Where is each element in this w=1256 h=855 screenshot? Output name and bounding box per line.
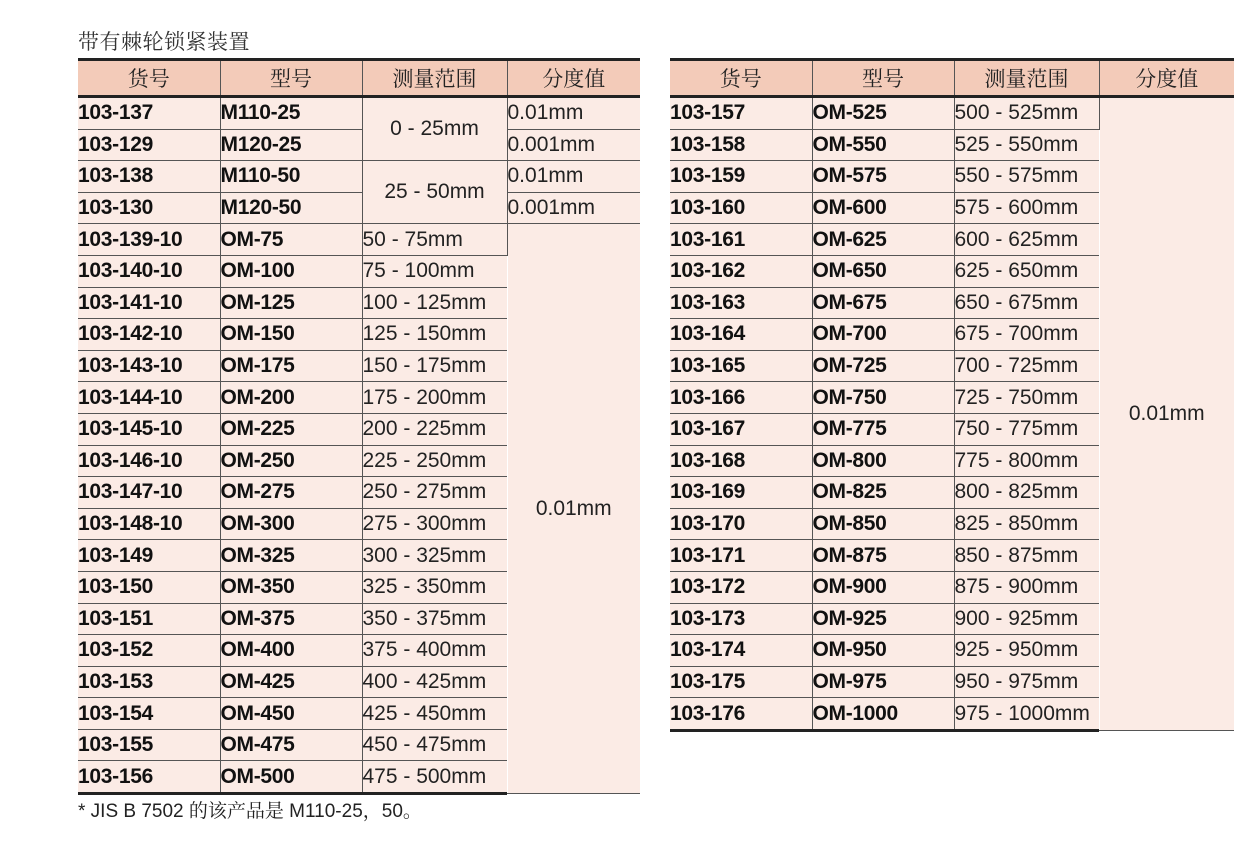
model-number: OM-650 [812, 255, 954, 287]
model-number: OM-350 [220, 571, 362, 603]
model-number: OM-950 [812, 635, 954, 667]
product-code: 103-137 [78, 97, 220, 130]
product-code: 103-150 [78, 571, 220, 603]
model-number: M120-25 [220, 129, 362, 161]
measuring-range: 300 - 325mm [362, 540, 507, 572]
right-spec-table [670, 58, 1234, 732]
header-range: 测量范围 [362, 60, 507, 97]
measuring-range: 600 - 625mm [954, 224, 1099, 256]
measuring-range: 525 - 550mm [954, 129, 1099, 161]
product-code: 103-148-10 [78, 508, 220, 540]
model-number: OM-150 [220, 319, 362, 351]
measuring-range: 0 - 25mm [362, 97, 507, 161]
product-code: 103-159 [670, 161, 812, 193]
model-number: OM-975 [812, 666, 954, 698]
table-row [78, 224, 640, 256]
table-header-row [78, 60, 640, 97]
table-header-row [670, 60, 1234, 97]
product-code: 103-176 [670, 698, 812, 731]
model-number: OM-250 [220, 445, 362, 477]
product-code: 103-153 [78, 666, 220, 698]
product-code: 103-151 [78, 603, 220, 635]
header-code: 货号 [78, 60, 220, 97]
measuring-range: 675 - 700mm [954, 319, 1099, 351]
measuring-range: 425 - 450mm [362, 698, 507, 730]
product-code: 103-161 [670, 224, 812, 256]
model-number: OM-600 [812, 192, 954, 224]
product-code: 103-145-10 [78, 413, 220, 445]
measuring-range: 750 - 775mm [954, 413, 1099, 445]
model-number: OM-725 [812, 350, 954, 382]
table-row [78, 161, 640, 193]
graduation: 0.01mm [507, 97, 640, 130]
product-code: 103-142-10 [78, 319, 220, 351]
measuring-range: 725 - 750mm [954, 382, 1099, 414]
measuring-range: 175 - 200mm [362, 382, 507, 414]
model-number: OM-475 [220, 729, 362, 761]
product-code: 103-154 [78, 698, 220, 730]
measuring-range: 150 - 175mm [362, 350, 507, 382]
product-code: 103-165 [670, 350, 812, 382]
product-code: 103-146-10 [78, 445, 220, 477]
measuring-range: 50 - 75mm [362, 224, 507, 256]
model-number: OM-100 [220, 255, 362, 287]
product-code: 103-169 [670, 477, 812, 509]
measuring-range: 700 - 725mm [954, 350, 1099, 382]
model-number: OM-275 [220, 477, 362, 509]
model-number: OM-75 [220, 224, 362, 256]
model-number: OM-500 [220, 761, 362, 794]
graduation: 0.001mm [507, 129, 640, 161]
header-model: 型号 [812, 60, 954, 97]
table-row [78, 129, 640, 161]
footnote: * JIS B 7502 的该产品是 M110-25，50。 [78, 801, 422, 822]
measuring-range: 825 - 850mm [954, 508, 1099, 540]
product-code: 103-147-10 [78, 477, 220, 509]
product-code: 103-170 [670, 508, 812, 540]
graduation: 0.01mm [1099, 97, 1234, 731]
measuring-range: 550 - 575mm [954, 161, 1099, 193]
measuring-range: 975 - 1000mm [954, 698, 1099, 731]
table-row [670, 97, 1234, 130]
product-code: 103-162 [670, 255, 812, 287]
model-number: OM-425 [220, 666, 362, 698]
product-code: 103-167 [670, 413, 812, 445]
measuring-range: 575 - 600mm [954, 192, 1099, 224]
product-code: 103-166 [670, 382, 812, 414]
measuring-range: 250 - 275mm [362, 477, 507, 509]
header-range: 测量范围 [954, 60, 1099, 97]
model-number: OM-450 [220, 698, 362, 730]
measuring-range: 925 - 950mm [954, 635, 1099, 667]
measuring-range: 800 - 825mm [954, 477, 1099, 509]
header-graduation: 分度值 [507, 60, 640, 97]
model-number: OM-225 [220, 413, 362, 445]
measuring-range: 450 - 475mm [362, 729, 507, 761]
measuring-range: 75 - 100mm [362, 255, 507, 287]
product-code: 103-144-10 [78, 382, 220, 414]
table-row [78, 97, 640, 130]
model-number: OM-625 [812, 224, 954, 256]
product-code: 103-158 [670, 129, 812, 161]
measuring-range: 500 - 525mm [954, 97, 1099, 130]
product-code: 103-173 [670, 603, 812, 635]
measuring-range: 100 - 125mm [362, 287, 507, 319]
model-number: M110-25 [220, 97, 362, 130]
product-code: 103-175 [670, 666, 812, 698]
left-spec-table [78, 58, 640, 795]
product-code: 103-160 [670, 192, 812, 224]
model-number: M110-50 [220, 161, 362, 193]
product-code: 103-174 [670, 635, 812, 667]
measuring-range: 475 - 500mm [362, 761, 507, 794]
model-number: OM-850 [812, 508, 954, 540]
product-code: 103-156 [78, 761, 220, 794]
measuring-range: 325 - 350mm [362, 571, 507, 603]
model-number: OM-525 [812, 97, 954, 130]
product-code: 103-152 [78, 635, 220, 667]
product-code: 103-157 [670, 97, 812, 130]
product-code: 103-129 [78, 129, 220, 161]
model-number: OM-800 [812, 445, 954, 477]
measuring-range: 125 - 150mm [362, 319, 507, 351]
model-number: OM-825 [812, 477, 954, 509]
model-number: OM-375 [220, 603, 362, 635]
model-number: OM-900 [812, 571, 954, 603]
measuring-range: 850 - 875mm [954, 540, 1099, 572]
measuring-range: 900 - 925mm [954, 603, 1099, 635]
model-number: OM-300 [220, 508, 362, 540]
model-number: OM-200 [220, 382, 362, 414]
model-number: OM-575 [812, 161, 954, 193]
measuring-range: 775 - 800mm [954, 445, 1099, 477]
measuring-range: 950 - 975mm [954, 666, 1099, 698]
model-number: OM-775 [812, 413, 954, 445]
model-number: M120-50 [220, 192, 362, 224]
header-graduation: 分度值 [1099, 60, 1234, 97]
product-code: 103-164 [670, 319, 812, 351]
measuring-range: 25 - 50mm [362, 161, 507, 224]
product-code: 103-130 [78, 192, 220, 224]
model-number: OM-700 [812, 319, 954, 351]
measuring-range: 275 - 300mm [362, 508, 507, 540]
product-code: 103-138 [78, 161, 220, 193]
model-number: OM-925 [812, 603, 954, 635]
model-number: OM-325 [220, 540, 362, 572]
measuring-range: 875 - 900mm [954, 571, 1099, 603]
model-number: OM-875 [812, 540, 954, 572]
page-title: 带有棘轮锁紧装置 [78, 30, 250, 54]
product-code: 103-163 [670, 287, 812, 319]
product-code: 103-139-10 [78, 224, 220, 256]
graduation: 0.01mm [507, 161, 640, 193]
header-code: 货号 [670, 60, 812, 97]
product-code: 103-171 [670, 540, 812, 572]
product-code: 103-141-10 [78, 287, 220, 319]
model-number: OM-550 [812, 129, 954, 161]
table-row [78, 192, 640, 224]
product-code: 103-149 [78, 540, 220, 572]
product-code: 103-168 [670, 445, 812, 477]
measuring-range: 350 - 375mm [362, 603, 507, 635]
measuring-range: 650 - 675mm [954, 287, 1099, 319]
model-number: OM-750 [812, 382, 954, 414]
measuring-range: 225 - 250mm [362, 445, 507, 477]
model-number: OM-1000 [812, 698, 954, 731]
model-number: OM-175 [220, 350, 362, 382]
measuring-range: 200 - 225mm [362, 413, 507, 445]
product-code: 103-155 [78, 729, 220, 761]
product-code: 103-143-10 [78, 350, 220, 382]
measuring-range: 400 - 425mm [362, 666, 507, 698]
model-number: OM-675 [812, 287, 954, 319]
product-code: 103-140-10 [78, 255, 220, 287]
measuring-range: 625 - 650mm [954, 255, 1099, 287]
product-code: 103-172 [670, 571, 812, 603]
measuring-range: 375 - 400mm [362, 635, 507, 667]
graduation: 0.01mm [507, 224, 640, 794]
graduation: 0.001mm [507, 192, 640, 224]
model-number: OM-125 [220, 287, 362, 319]
header-model: 型号 [220, 60, 362, 97]
model-number: OM-400 [220, 635, 362, 667]
